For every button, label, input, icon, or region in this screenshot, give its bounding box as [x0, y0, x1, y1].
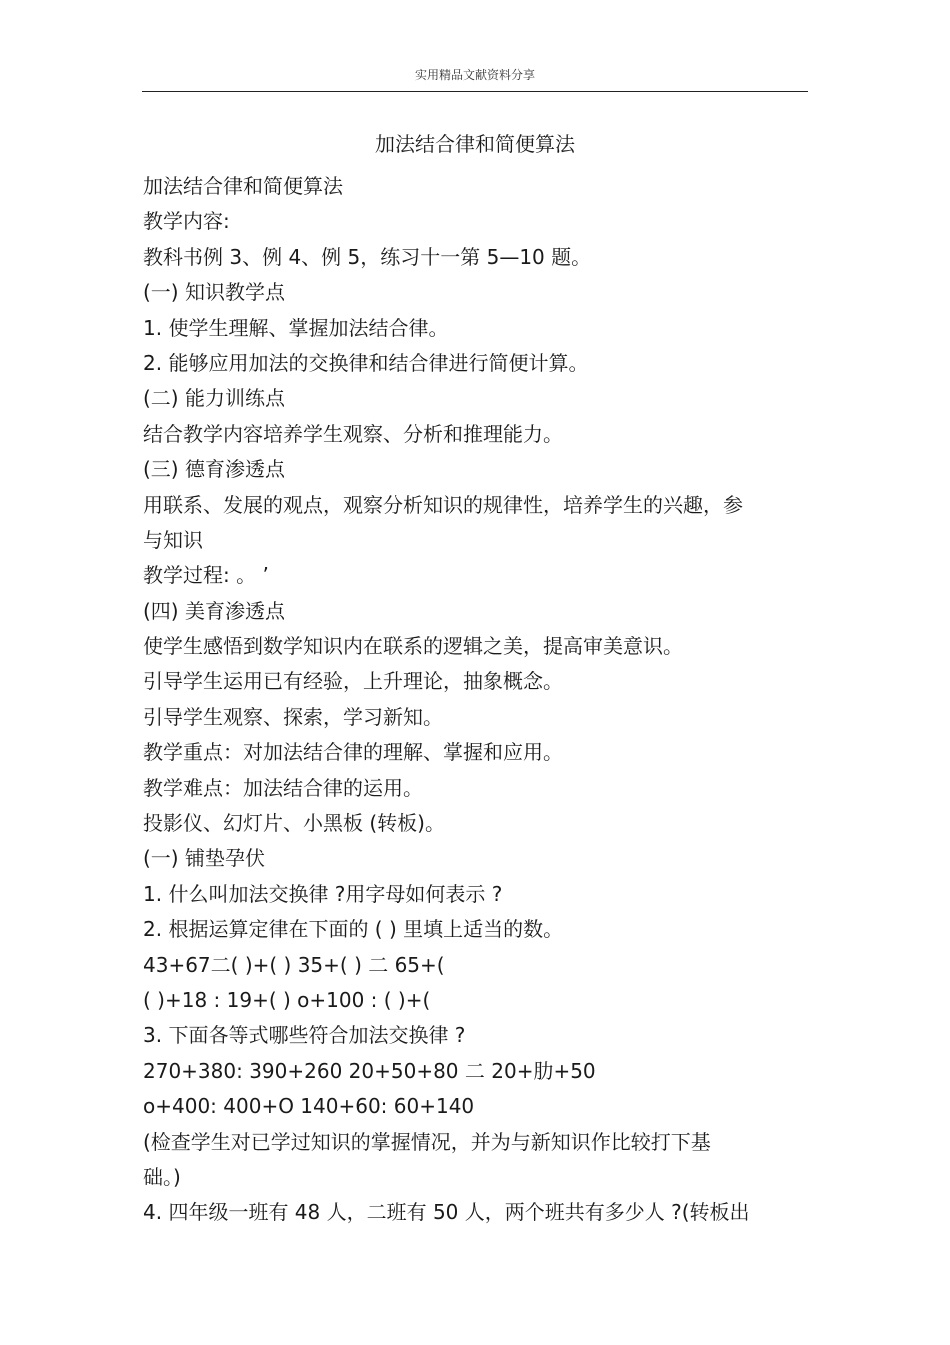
body-line: 3. 下面各等式哪些符合加法交换律 ? [143, 1023, 466, 1048]
document-body [143, 169, 813, 1231]
page-header: 实用精品文献资料分享 [414, 68, 535, 82]
body-line: 270+380: 390+260 20+50+80 二 20+肋+50 [143, 1058, 596, 1083]
body-line: 投影仪、幻灯片、小黑板 (转板)。 [143, 811, 445, 836]
body-line: 础。) [143, 1164, 181, 1189]
body-line: 加法结合律和简便算法 [143, 174, 343, 198]
document-title: 加法结合律和简便算法 [375, 132, 575, 156]
body-line: (一) 铺垫孕伏 [143, 846, 265, 871]
body-line: 2. 根据运算定律在下面的 ( ) 里填上适当的数。 [143, 917, 564, 942]
body-line: 教学过程: 。 ’ [143, 563, 269, 588]
body-line: 与知识 [143, 527, 203, 552]
body-line: 教学内容: [143, 209, 230, 234]
body-line: 1. 什么叫加法交换律 ?用字母如何表示 ? [143, 881, 503, 906]
body-line: 43+67二( )+( ) 35+( ) 二 65+( [143, 952, 445, 977]
header-rule [142, 91, 808, 92]
body-line: 引导学生观察、探索，学习新知。 [143, 704, 443, 729]
body-line: (检查学生对已学过知识的掌握情况，并为与新知识作比较打下基 [143, 1129, 711, 1154]
body-line: (二) 能力训练点 [143, 386, 285, 411]
body-line: 4. 四年级一班有 48 人，二班有 50 人，两个班共有多少人 ?(转板出 [143, 1200, 750, 1225]
body-line: 教学难点：加法结合律的运用。 [143, 775, 423, 800]
body-line: 引导学生运用已有经验，上升理论，抽象概念。 [143, 669, 563, 694]
body-line: (三) 德育渗透点 [143, 457, 285, 482]
body-line: 1. 使学生理解、掌握加法结合律。 [143, 315, 449, 340]
body-line: o+400: 400+O 140+60: 60+140 [143, 1094, 475, 1119]
body-line: 教学重点：对加法结合律的理解、掌握和应用。 [143, 740, 563, 765]
body-line: 教科书例 3、例 4、例 5，练习十一第 5—10 题。 [143, 244, 592, 269]
body-line: 结合教学内容培养学生观察、分析和推理能力。 [143, 421, 563, 446]
body-line: (一) 知识教学点 [143, 280, 285, 305]
body-line: 用联系、发展的观点，观察分析知识的规律性，培养学生的兴趣，参 [143, 492, 743, 517]
body-line: ( )+18 : 19+( ) o+100 : ( )+( [143, 987, 431, 1012]
body-line: 使学生感悟到数学知识内在联系的逻辑之美，提高审美意识。 [143, 634, 683, 659]
body-line: (四) 美育渗透点 [143, 598, 285, 623]
body-line: 2. 能够应用加法的交换律和结合律进行简便计算。 [143, 350, 589, 375]
